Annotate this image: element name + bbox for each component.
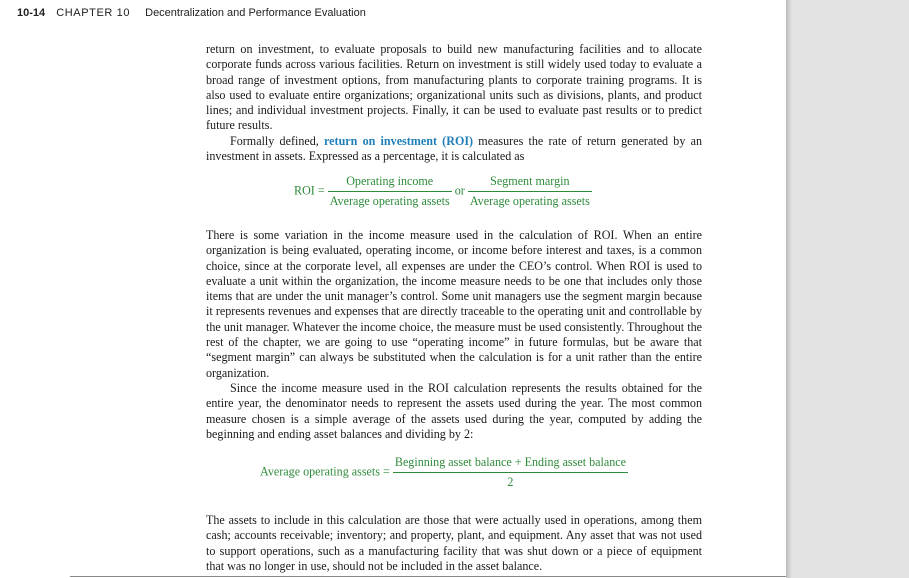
chapter-label: CHAPTER 10 xyxy=(56,7,131,19)
roi-lhs: ROI = xyxy=(294,183,325,198)
paragraph-5: The assets to include in this calculation are those that were actually used in operations, among them cash; accounts receivable; inventory; and property, plant, and equipment. Any asset that was not used to support operations, such as a manufacturing facility that was shut down or a piece of equipment that was no longer in use, should not be included in the asset balance. xyxy=(206,513,702,573)
roi-fraction-segment xyxy=(468,174,592,209)
paragraph-2-lead: Formally defined, xyxy=(230,133,325,148)
page-shadow xyxy=(786,0,792,578)
roi-numerator-2: Segment margin xyxy=(468,174,592,192)
roi-formula xyxy=(294,174,592,209)
average-assets-formula xyxy=(260,455,628,490)
text-block-top xyxy=(206,42,702,164)
roi-denominator-1: Average operating assets xyxy=(329,194,450,208)
chapter-title: Decentralization and Performance Evaluation xyxy=(145,7,366,19)
roi-numerator-1: Operating income xyxy=(328,174,452,192)
page-number: 10-14 xyxy=(17,7,46,19)
paragraph-1: return on investment, to evaluate proposals to build new manufacturing facilities and to allocate corporate funds across various facilities. Return on investment is still widely used today to evaluate a broad range of investment options, from manufacturing plants to corporate training programs. It is also used to evaluate entire organizations; organizational units such as divisions, plants, and product lines; and individual investment projects. Finally, it can be used to evaluate past results or to predict future results. xyxy=(206,42,702,133)
avg-denominator: 2 xyxy=(507,475,514,489)
formula-or: or xyxy=(454,183,465,198)
paragraph-4: Since the income measure used in the ROI calculation represents the results obtained for the entire year, the denominator needs to represent the assets used during the year. The most common measure chosen is a simple average of the assets used during the year, computed by adding the beginning and ending asset balances and dividing by 2: xyxy=(206,380,702,441)
running-header xyxy=(17,7,366,23)
roi-fraction-operating xyxy=(328,174,452,209)
paragraph-3: There is some variation in the income measure used in the calculation of ROI. When an entire organization is being evaluated, operating income, or income before interest and taxes, is a common choice, since at the corporate level, all expenses are under the CEO’s control. When ROI is used to evaluate a unit within the organization, the income measure needs to be one that includes only those items that are under the unit manager’s control. Some unit managers use the segment margin because it represents revenues and expenses that are directly traceable to the operating unit and controllable by the unit manager. Whatever the income choice, the measure must be used consistently. Throughout the rest of the chapter, we are going to use “operating income” in future formulas, but be aware that “segment margin” can always be substituted when the calculation is for a unit rather than the entire organization. xyxy=(206,228,702,380)
paragraph-2-rest: measures the rate of return generated by an investment in assets. Expressed as a percentage, it is calculated as xyxy=(206,133,702,164)
avg-numerator: Beginning asset balance + Ending asset balance xyxy=(393,455,628,473)
text-block-bottom xyxy=(206,513,702,574)
avg-fraction xyxy=(393,455,628,490)
avg-lhs: Average operating assets = xyxy=(260,464,390,479)
roi-denominator-2: Average operating assets xyxy=(469,194,590,208)
page-bottom-rule xyxy=(70,576,786,577)
paragraph-2 xyxy=(206,134,702,165)
text-block-middle xyxy=(206,228,702,442)
key-term-roi: return on investment (ROI) xyxy=(324,133,474,148)
